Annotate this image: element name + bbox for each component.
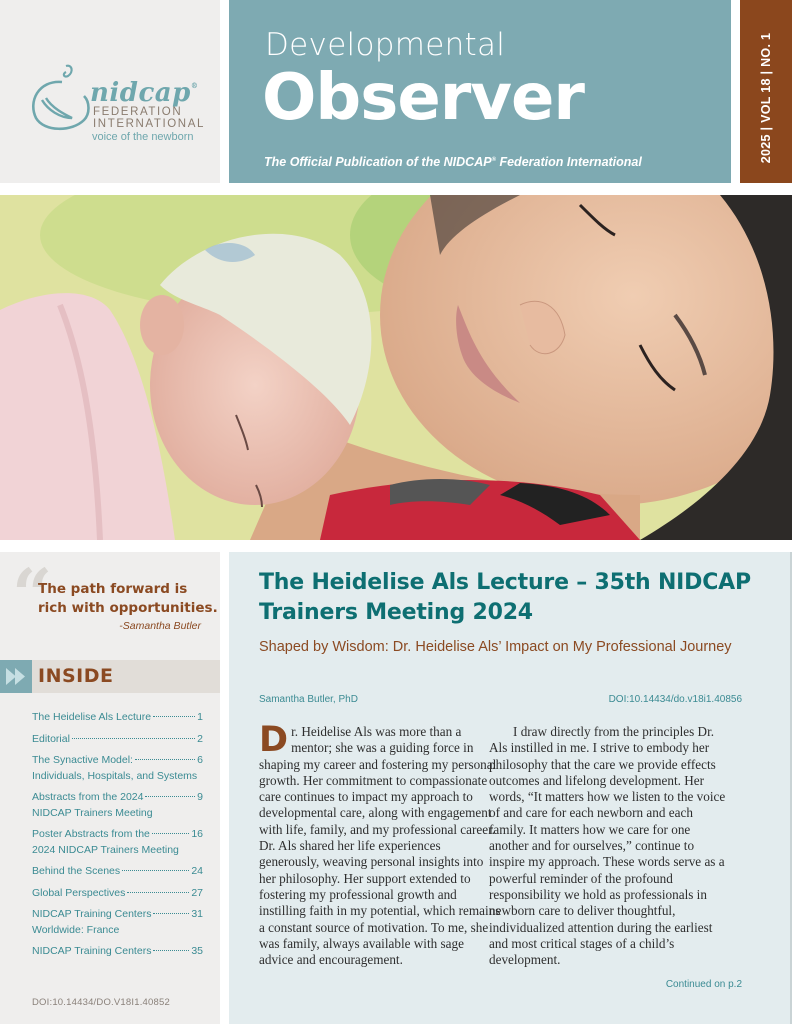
toc-item[interactable]: Behind the Scenes 24 [32, 865, 203, 877]
article-column-1 [259, 720, 501, 968]
logo-international: INTERNATIONAL [93, 118, 205, 130]
article-subtitle: Shaped by Wisdom: Dr. Heidelise Als’ Impact on My Professional Journey [259, 639, 732, 655]
toc-item[interactable]: Poster Abstracts from the 16 2024 NIDCAP Trainers Meeting [32, 828, 203, 856]
pull-quote-attribution: -Samantha Butler [119, 620, 201, 632]
masthead [229, 0, 731, 183]
toc-item[interactable]: Abstracts from the 2024 9 NIDCAP Trainers Meeting [32, 791, 203, 819]
toc-item[interactable]: The Heidelise Als Lecture 1 [32, 711, 203, 723]
logo-wordmark: nidcap® [90, 78, 199, 108]
table-of-contents [32, 710, 203, 966]
lead-article [229, 552, 792, 1024]
article-title: The Heidelise Als Lecture – 35th NIDCAP Trainers Meeting 2024 [259, 570, 751, 625]
toc-item[interactable]: NIDCAP Training Centers 31 Worldwide: France [32, 908, 203, 936]
article-doi[interactable]: DOI:10.14434/do.v18i1.40856 [608, 694, 742, 705]
nidcap-logo-icon [28, 62, 92, 134]
drop-cap: D [259, 720, 289, 760]
pull-quote: The path forward is rich with opportunities. [38, 581, 218, 616]
logo-panel [0, 0, 220, 183]
inside-label: INSIDE [38, 665, 114, 687]
issue-doi[interactable]: DOI:10.14434/DO.V18I1.40852 [32, 997, 170, 1008]
masthead-title-line1: Developmental [265, 27, 506, 63]
issue-band [740, 0, 792, 183]
article-paragraph-1: r. Heidelise Als was more than a mentor; she was a guiding force in shaping my career and fostering my personal growth. Her commitment to compassionate care continues to impact my approach to developmental care, along with engagement with life, family, and my professional career. Dr. Als shared her life experiences generously, weaving personal insights into her philosophy. Her support extended to fostering my professional growth and instilling faith in my potential, which remains a constant source of motivation. To me, she was family, always available with sage advice and encouragement. [259, 724, 501, 968]
quote-mark-icon: “ [12, 553, 53, 636]
article-column-2 [489, 724, 731, 968]
article-paragraph-2: I draw directly from the principles Dr. Als instilled in me. I strive to embody her philosophy that the care we provide effects outcomes and lifelong development. Her words, “It matters how we listen to the voice of and care for each newborn and each family. It matters how we care for one another and for ourselves,” continue to inspire my approach. These words serve as a powerful reminder of the profound responsibility we hold as professionals in newborn care to deliver thoughtful, individualized attention during the earliest and most critical stages of a child’s development. [489, 724, 726, 968]
toc-item[interactable]: The Synactive Model: 6 Individuals, Hospitals, and Systems [32, 754, 203, 782]
issue-label: 2025 | VOL 18 | NO. 1 [759, 32, 773, 164]
continued-link[interactable]: Continued on p.2 [665, 979, 742, 990]
cover-photo [0, 195, 792, 540]
fast-forward-icon [0, 660, 32, 693]
logo-federation: FEDERATION [93, 106, 183, 118]
masthead-subtitle: The Official Publication of the NIDCAP® Federation International [264, 155, 642, 169]
toc-item[interactable]: Global Perspectives 27 [32, 886, 203, 899]
article-author: Samantha Butler, PhD [259, 694, 358, 705]
mother-baby-photo-icon [0, 195, 792, 540]
logo-tagline: voice of the newborn [92, 131, 194, 143]
toc-item[interactable]: NIDCAP Training Centers 35 [32, 945, 203, 957]
masthead-title-line2: Observer [262, 61, 584, 135]
toc-item[interactable]: Editorial 2 [32, 732, 203, 745]
